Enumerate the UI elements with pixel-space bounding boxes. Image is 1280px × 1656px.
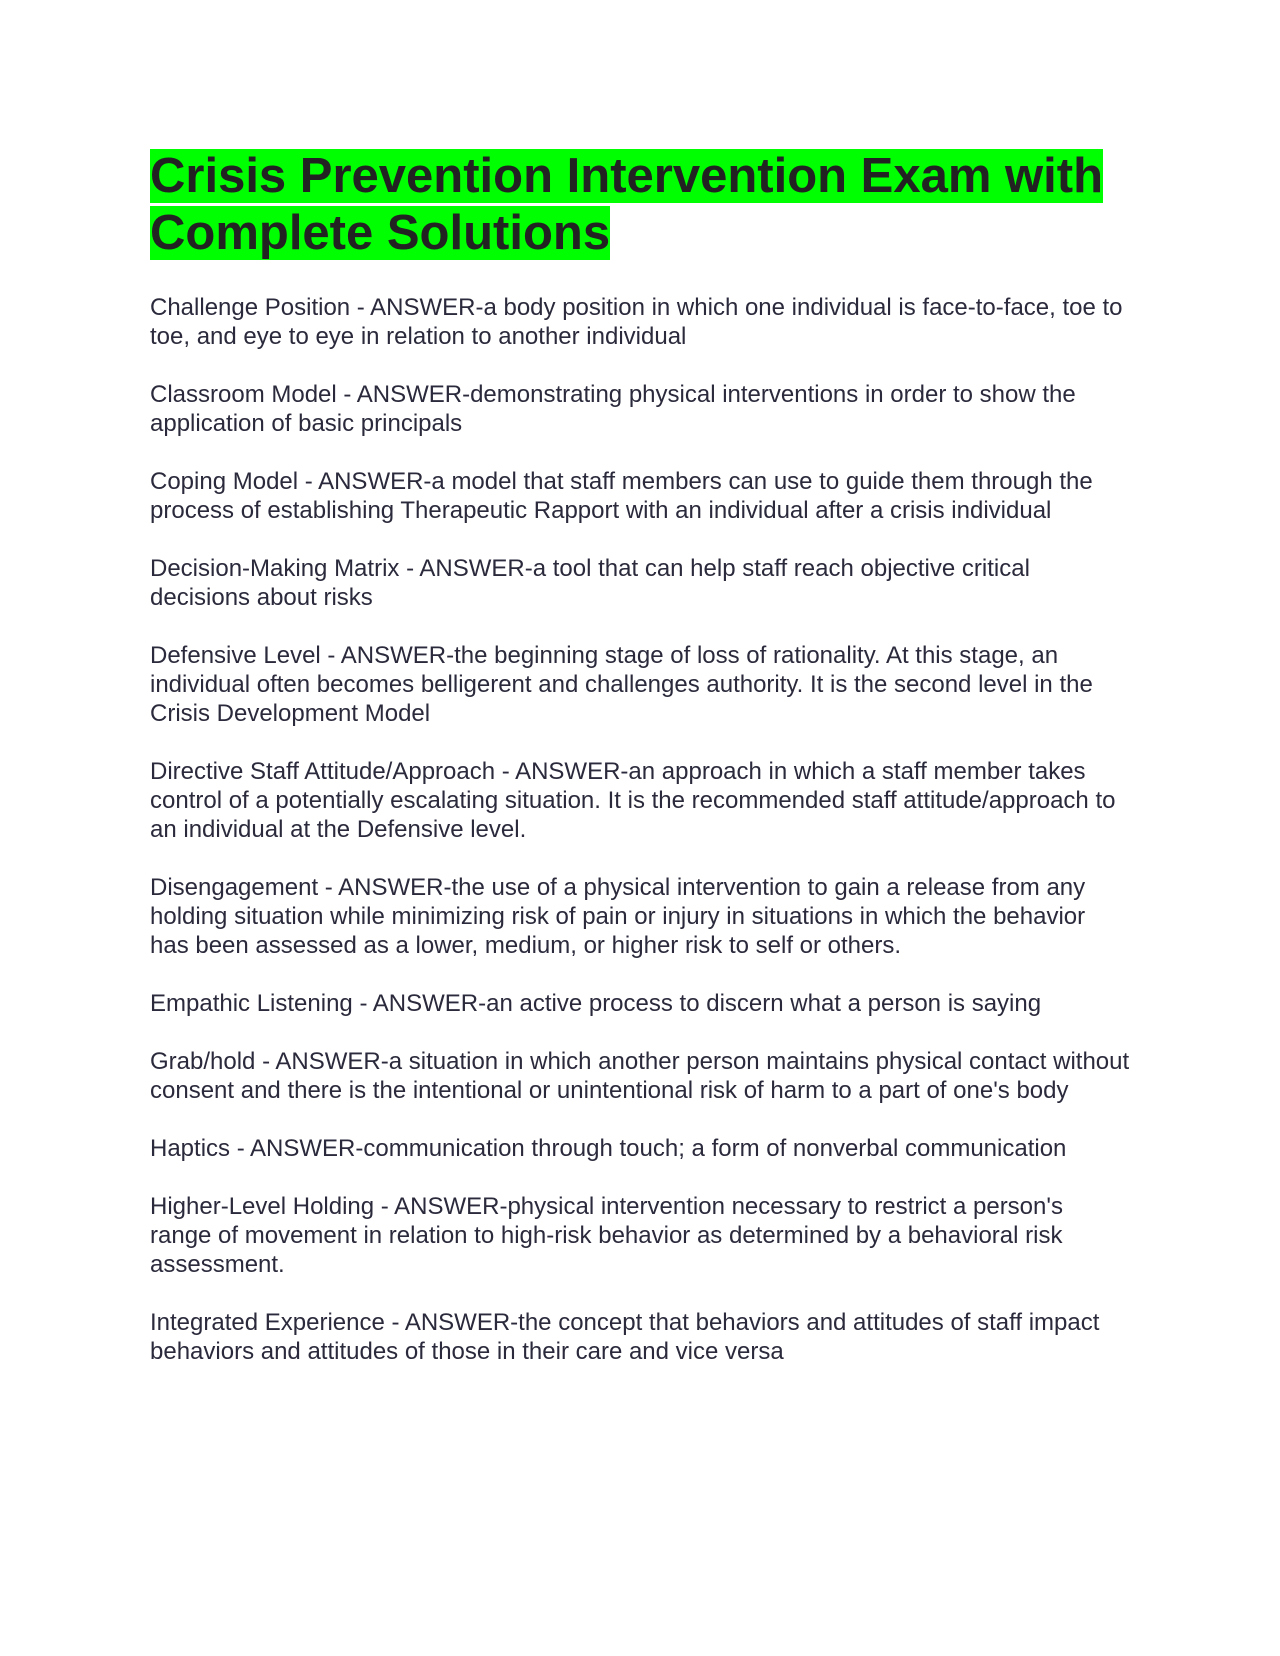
document-page [150,148,1130,1395]
entry-defensive-level: Defensive Level - ANSWER-the beginning stage of loss of rationality. At this stage, an individual often becomes belligerent and challenges authority. It is the second level in the Crisis Development Model [150,642,1093,727]
entry-grab-hold: Grab/hold - ANSWER-a situation in which another person maintains physical contact without consent and there is the intentional or unintentional risk of harm to a part of one's body [150,1048,1130,1104]
entry-empathic-listening: Empathic Listening - ANSWER-an active process to discern what a person is saying [150,990,1042,1017]
entry-challenge-position: Challenge Position - ANSWER-a body position in which one individual is face-to-face, toe to toe, and eye to eye in relation to another individual [150,294,1123,350]
entry-integrated-experience: Integrated Experience - ANSWER-the concept that behaviors and attitudes of staff impact behaviors and attitudes of those in their care and vice versa [150,1309,1100,1365]
entry-higher-level-holding: Higher-Level Holding - ANSWER-physical intervention necessary to restrict a person's range of movement in relation to high-risk behavior as determined by a behavioral risk assessment. [150,1193,1063,1278]
entry-coping-model: Coping Model - ANSWER-a model that staff members can use to guide them through the process of establishing Therapeutic Rapport with an individual after a crisis individual [150,468,1093,524]
entry-classroom-model: Classroom Model - ANSWER-demonstrating physical interventions in order to show the application of basic principals [150,381,1076,437]
entry-decision-making-matrix: Decision-Making Matrix - ANSWER-a tool that can help staff reach objective critical decisions about risks [150,555,1030,611]
document-title [150,148,1130,262]
entry-disengagement: Disengagement - ANSWER-the use of a physical intervention to gain a release from any holding situation while minimizing risk of pain or injury in situations in which the behavior has been assessed as a lower, medium, or higher risk to self or others. [150,874,1086,959]
entry-directive-staff-attitude: Directive Staff Attitude/Approach - ANSWER-an approach in which a staff member takes control of a potentially escalating situation. It is the recommended staff attitude/approach to an individual at the Defensive level. [150,758,1116,843]
title-highlight: Crisis Prevention Intervention Exam with Complete Solutions [150,149,1104,260]
entry-haptics: Haptics - ANSWER-communication through touch; a form of nonverbal communication [150,1135,1067,1162]
